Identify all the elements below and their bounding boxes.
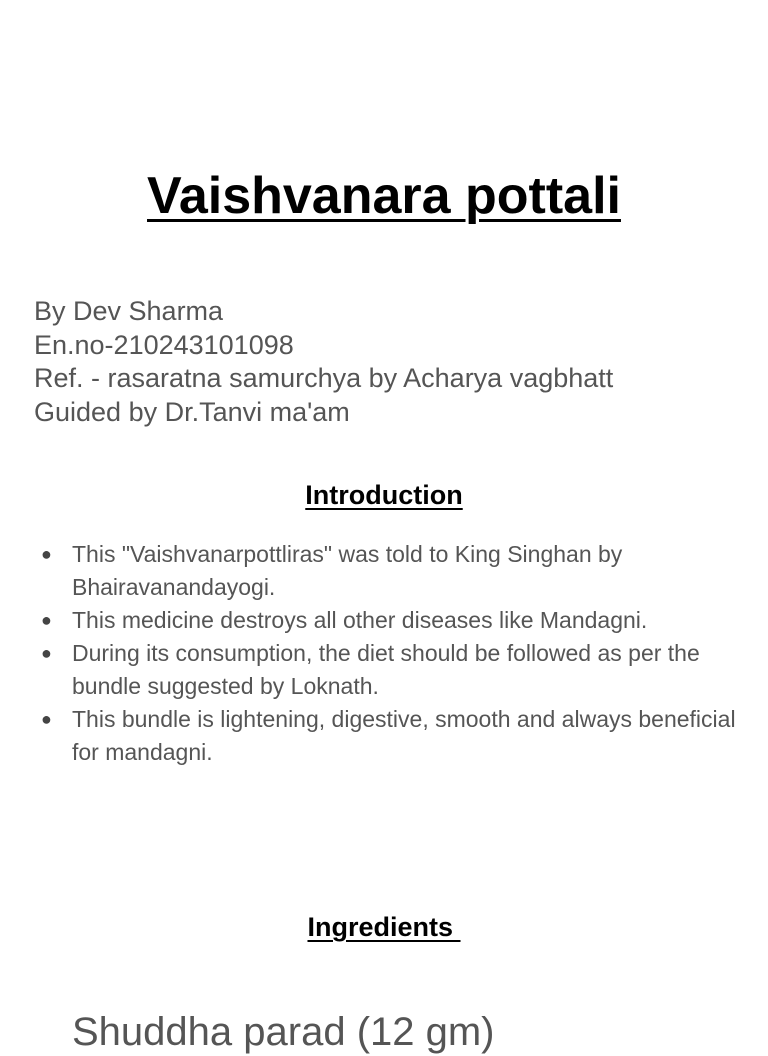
list-item-text: During its consumption, the diet should be followed as per the bundle suggested by Loknath. bbox=[72, 640, 700, 699]
list-item-text: This "Vaishvanarpottliras" was told to King Singhan by Bhairavanandayogi. bbox=[72, 541, 623, 600]
list-item bbox=[0, 703, 768, 769]
list-item bbox=[0, 538, 768, 604]
bullet-icon: ● bbox=[41, 610, 52, 630]
bullet-icon: ● bbox=[41, 709, 52, 729]
bullet-icon: ● bbox=[41, 643, 52, 663]
guide-line: Guided by Dr.Tanvi ma'am bbox=[34, 397, 350, 428]
list-item-text: This medicine destroys all other diseases like Mandagni. bbox=[72, 607, 648, 633]
ingredient-item-partial: Shuddha parad (12 gm) bbox=[72, 1010, 495, 1054]
list-item bbox=[0, 637, 768, 703]
document-title: Vaishvanara pottali bbox=[147, 167, 621, 225]
list-item bbox=[0, 604, 768, 637]
author-info bbox=[34, 295, 754, 430]
list-item-text: This bundle is lightening, digestive, smooth and always beneficial for mandagni. bbox=[72, 706, 736, 765]
reference-line: Ref. - rasaratna samurchya by Acharya vagbhatt bbox=[34, 363, 614, 394]
ingredients-heading: Ingredients bbox=[307, 912, 461, 942]
bullet-icon: ● bbox=[41, 544, 52, 564]
introduction-heading: Introduction bbox=[305, 480, 463, 510]
author-line: By Dev Sharma bbox=[34, 296, 224, 326]
enrollment-number: En.no-210243101098 bbox=[34, 329, 294, 360]
introduction-list bbox=[0, 538, 768, 769]
